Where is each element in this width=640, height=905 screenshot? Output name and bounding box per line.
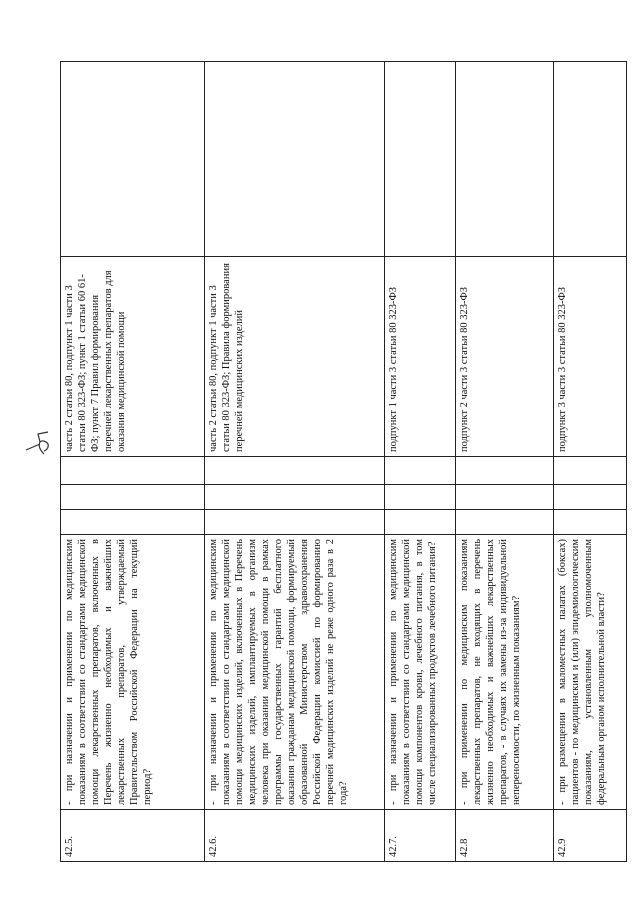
rotated-table-wrapper [60,62,627,862]
question-cell: - при назначении и применении по медицинским показаниям в соответствии со стандартами медицинской помощи лекарственных препаратов, включенных в Перечень жизненно необходимых и важнейших лекарственных препаратов, утверждаемый Правительством Российской Федерации на текущий период? [61,535,205,810]
row-number: 42.9 [553,810,626,862]
notes-cell [456,62,554,257]
answer-no-cell [61,485,205,510]
row-number: 42.6. [204,810,385,862]
legal-basis-cell: подпункт 1 части 3 статьи 80 323-ФЗ [385,257,456,457]
answer-no-cell [456,485,554,510]
legal-basis-cell: часть 2 статьи 80, подпункт 1 части 3 статьи 80 323-ФЗ; пункт 1 статьи 60 61-ФЗ; пункт 7 Правил формирования перечней лекарственных препаратов для оказания медицинской помощи [61,257,205,457]
notes-cell [61,62,205,257]
question-cell: - при назначении и применении по медицинским показаниям в соответствии со стандартами медицинской помощи компонентов крови, лечебного питания, в том числе специализированных продуктов лечебного питания? [385,535,456,810]
row-number: 42.8 [456,810,554,862]
notes-cell [385,62,456,257]
answer-yes-cell [456,510,554,535]
answer-na-cell [456,457,554,485]
answer-yes-cell [553,510,626,535]
answer-na-cell [385,457,456,485]
requirements-table [60,61,627,862]
legal-basis-cell: подпункт 3 части 3 статьи 80 323-ФЗ [553,257,626,457]
table-row [553,62,626,862]
answer-yes-cell [204,510,385,535]
table-row [204,62,385,862]
answer-na-cell [553,457,626,485]
table-row [385,62,456,862]
table-row [456,62,554,862]
notes-cell [553,62,626,257]
answer-no-cell [553,485,626,510]
answer-no-cell [204,485,385,510]
answer-na-cell [204,457,385,485]
legal-basis-cell: часть 2 статьи 80, подпункт 1 части 3 статьи 80 323-ФЗ; Правила формирования перечней медицинских изделий [204,257,385,457]
table-row [61,62,205,862]
answer-yes-cell [61,510,205,535]
row-number: 42.7. [385,810,456,862]
row-number: 42.5. [61,810,205,862]
answer-no-cell [385,485,456,510]
legal-basis-cell: подпункт 2 части 3 статьи 80 323-ФЗ [456,257,554,457]
notes-cell [204,62,385,257]
question-cell: - при назначении и применении по медицинским показаниям в соответствии со стандартами медицинской помощи медицинских изделий, включенных в Перечень медицинских изделий, имплантируемых в организм человека при оказании медицинской помощи в рамках программы государственных гарантий бесплатного оказания гражданам медицинской помощи, формируемый образованной Министерством здравоохранения Российской Федерации комиссией по формированию перечней медицинских изделий не реже одного раза в 2 года? [204,535,385,810]
question-cell: - при размещении в маломестных палатах (боксах) пациентов - по медицинским и (или) эпидемиологическим показаниям, установленным уполномоченным федеральным органом исполнительной власти? [553,535,626,810]
question-cell: - при применении по медицинским показаниям лекарственных препаратов, не входящих в перечень жизненно необходимых и важнейших лекарственных препаратов, - в случаях их замены из-за индивидуальной непереносимости, по жизненным показаниям? [456,535,554,810]
answer-yes-cell [385,510,456,535]
handwritten-page-number [18,420,58,460]
answer-na-cell [61,457,205,485]
